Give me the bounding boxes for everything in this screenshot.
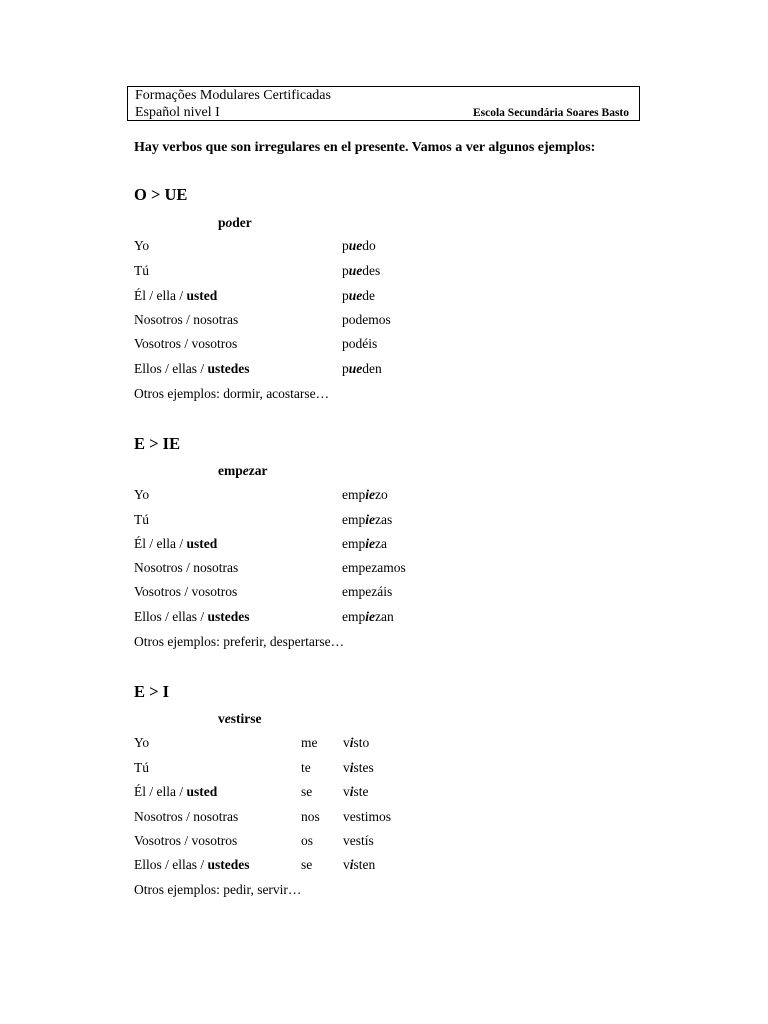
pronoun-yo: Yo bbox=[134, 487, 150, 502]
conjugation-yo: visto bbox=[343, 735, 370, 750]
pronoun-el-ella-usted: Él / ella / usted bbox=[134, 784, 218, 799]
other-examples-e-ie: Otros ejemplos: preferir, despertarse… bbox=[134, 634, 345, 649]
pronoun-nosotros: Nosotros / nosotras bbox=[134, 560, 239, 575]
pronoun-tu: Tú bbox=[134, 263, 149, 278]
reflexive-ellos: se bbox=[301, 857, 313, 872]
other-examples-o-ue: Otros ejemplos: dormir, acostarse… bbox=[134, 386, 330, 401]
pronoun-nosotros: Nosotros / nosotras bbox=[134, 809, 239, 824]
conjugation-tu: empiezas bbox=[342, 512, 393, 527]
pronoun-yo: Yo bbox=[134, 238, 150, 253]
pronoun-ellos-ellas-ustedes: Ellos / ellas / ustedes bbox=[134, 609, 250, 624]
school-name: Escola Secundária Soares Basto bbox=[472, 107, 629, 119]
pronoun-vosotros: Vosotros / vosotros bbox=[134, 833, 238, 848]
conjugation-nosotros: vestimos bbox=[343, 809, 392, 824]
conjugation-tu: vistes bbox=[343, 760, 374, 775]
conjugation-el: empieza bbox=[342, 536, 387, 551]
conjugation-tu: puedes bbox=[342, 263, 381, 278]
pronoun-vosotros: Vosotros / vosotros bbox=[134, 336, 238, 351]
section-title-e-ie: E > IE bbox=[134, 434, 181, 453]
reflexive-nosotros: nos bbox=[301, 809, 320, 824]
section-title-o-ue: O > UE bbox=[134, 185, 188, 204]
pronoun-vosotros: Vosotros / vosotros bbox=[134, 584, 238, 599]
pronoun-ellos-ellas-ustedes: Ellos / ellas / ustedes bbox=[134, 857, 250, 872]
conjugation-el: puede bbox=[342, 288, 375, 303]
conjugation-nosotros: podemos bbox=[342, 312, 391, 327]
conjugation-el: viste bbox=[343, 784, 369, 799]
other-examples-e-i: Otros ejemplos: pedir, servir… bbox=[134, 882, 302, 897]
conjugation-vosotros: empezáis bbox=[342, 584, 393, 599]
document-header bbox=[127, 86, 640, 121]
pronoun-tu: Tú bbox=[134, 512, 149, 527]
pronoun-nosotros: Nosotros / nosotras bbox=[134, 312, 239, 327]
pronoun-ellos-ellas-ustedes: Ellos / ellas / ustedes bbox=[134, 361, 250, 376]
conjugation-yo: empiezo bbox=[342, 487, 388, 502]
conjugation-ellos: empiezan bbox=[342, 609, 394, 624]
conjugation-vosotros: vestís bbox=[343, 833, 374, 848]
verb-infinitive-empezar: empezar bbox=[218, 463, 268, 478]
reflexive-tu: te bbox=[301, 760, 311, 775]
pronoun-tu: Tú bbox=[134, 760, 149, 775]
reflexive-vosotros: os bbox=[301, 833, 314, 848]
intro-text: Hay verbos que son irregulares en el presente. Vamos a ver algunos ejemplos: bbox=[134, 140, 596, 155]
pronoun-yo: Yo bbox=[134, 735, 150, 750]
course-level: Español nivel I bbox=[135, 105, 220, 120]
reflexive-el: se bbox=[301, 784, 313, 799]
reflexive-yo: me bbox=[301, 735, 318, 750]
verb-infinitive-poder: poder bbox=[218, 215, 252, 230]
conjugation-yo: puedo bbox=[342, 238, 376, 253]
conjugation-vosotros: podéis bbox=[342, 336, 378, 351]
conjugation-ellos: pueden bbox=[342, 361, 382, 376]
pronoun-el-ella-usted: Él / ella / usted bbox=[134, 288, 218, 303]
conjugation-nosotros: empezamos bbox=[342, 560, 406, 575]
section-title-e-i: E > I bbox=[134, 682, 170, 701]
verb-infinitive-vestirse: vestirse bbox=[218, 711, 262, 726]
pronoun-el-ella-usted: Él / ella / usted bbox=[134, 536, 218, 551]
conjugation-ellos: visten bbox=[343, 857, 376, 872]
course-title: Formações Modulares Certificadas bbox=[135, 88, 331, 103]
